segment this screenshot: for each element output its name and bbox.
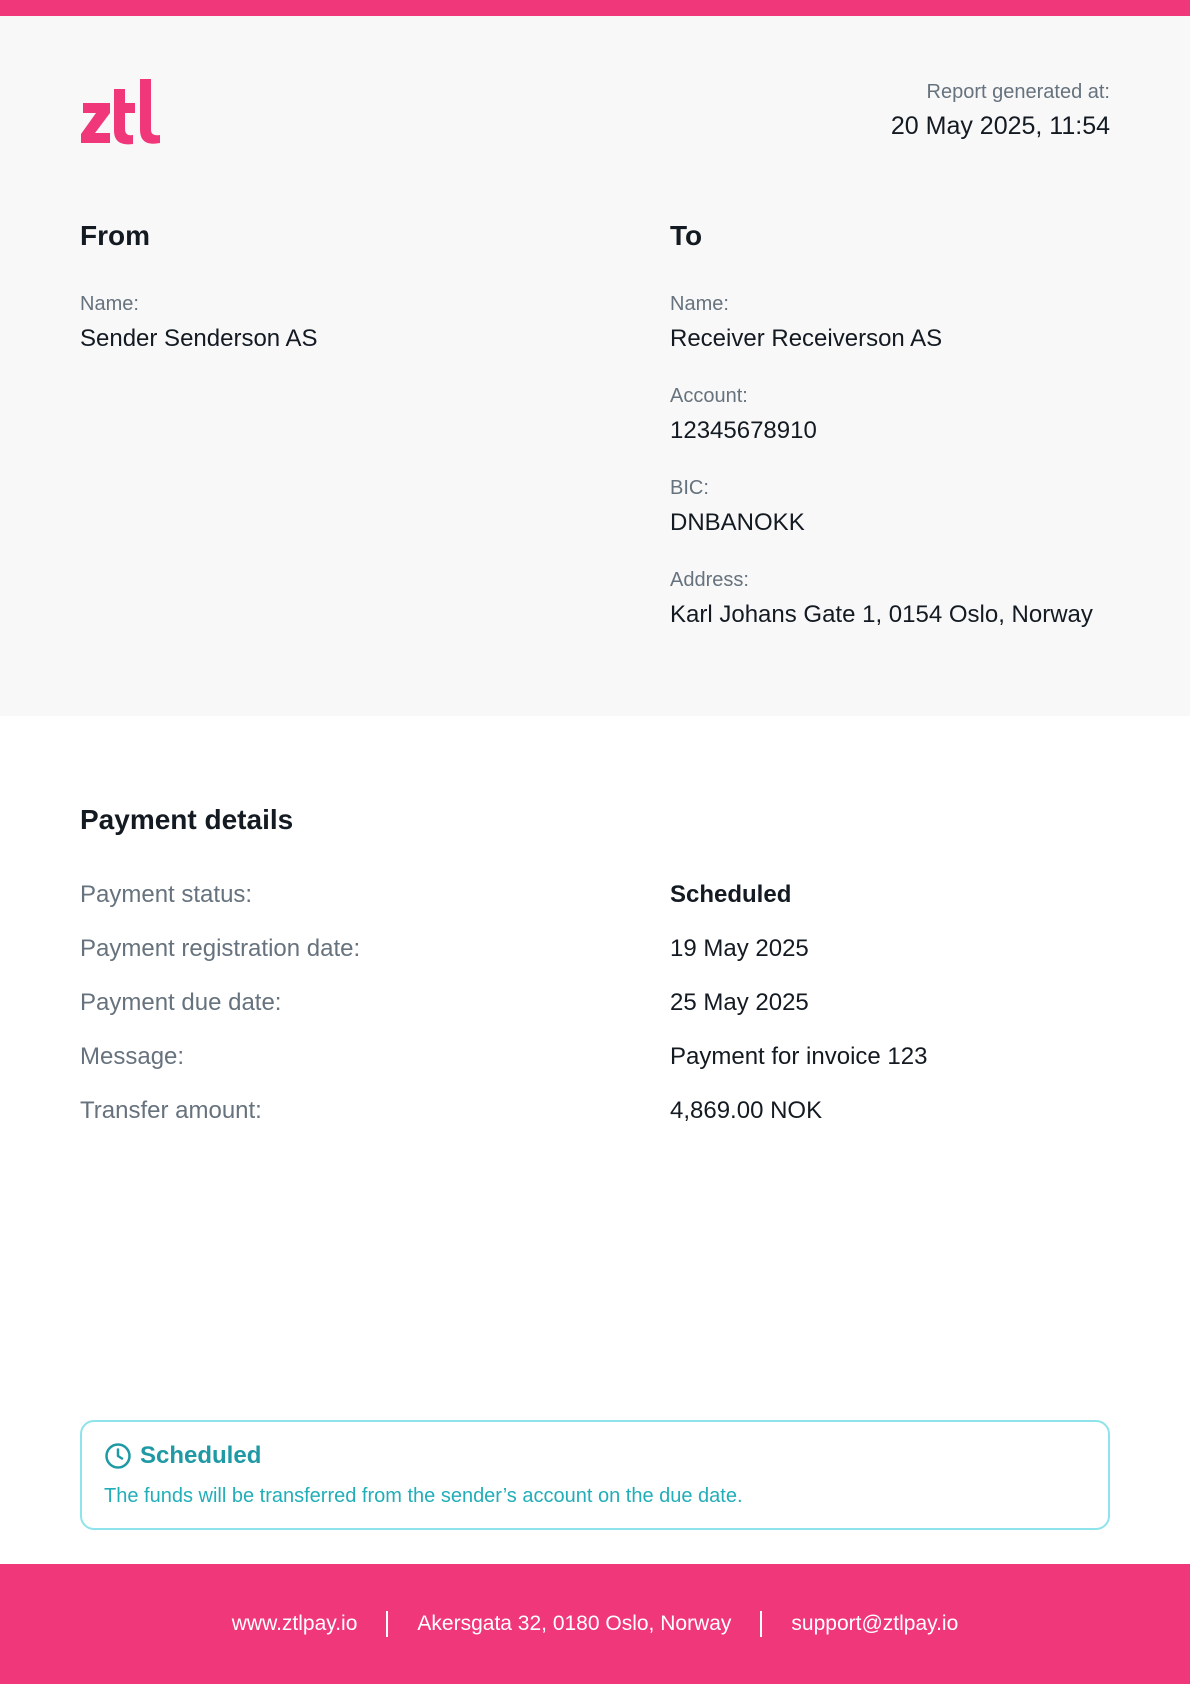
to-name-value: Receiver Receiverson AS bbox=[670, 325, 943, 352]
generated-label: Report generated at: bbox=[926, 81, 1110, 103]
ztl-logo bbox=[80, 78, 166, 158]
footer-address: Akersgata 32, 0180 Oslo, Norway bbox=[417, 1612, 732, 1635]
message-row bbox=[80, 1040, 1110, 1094]
message-label: Message: bbox=[80, 1043, 185, 1070]
report-generated bbox=[891, 78, 1110, 144]
generated-value: 20 May 2025, 11:54 bbox=[890, 112, 1110, 140]
registration-date-value: 19 May 2025 bbox=[670, 935, 809, 962]
to-account-value: 12345678910 bbox=[670, 417, 817, 444]
to-bic-value: DNBANOKK bbox=[670, 509, 805, 536]
from-name-label: Name: bbox=[80, 293, 139, 315]
registration-date-row bbox=[80, 932, 1110, 986]
from-party bbox=[80, 216, 540, 382]
footer-divider bbox=[760, 1611, 762, 1637]
footer bbox=[0, 1564, 1190, 1684]
clock-icon bbox=[104, 1442, 132, 1470]
to-name-label: Name: bbox=[670, 293, 729, 315]
to-address-field bbox=[670, 566, 1130, 632]
from-name-value: Sender Senderson AS bbox=[80, 325, 318, 352]
transfer-amount-value: 4,869.00 NOK bbox=[670, 1097, 823, 1124]
transfer-amount-label: Transfer amount: bbox=[80, 1097, 262, 1124]
due-date-row bbox=[80, 986, 1110, 1040]
to-name-field bbox=[670, 290, 1130, 356]
from-title: From bbox=[80, 220, 150, 251]
notice-text: The funds will be transferred from the sender’s account on the due date. bbox=[104, 1485, 743, 1507]
message-value: Payment for invoice 123 bbox=[670, 1043, 928, 1070]
to-address-value: Karl Johans Gate 1, 0154 Oslo, Norway bbox=[670, 601, 1093, 628]
to-account-field bbox=[670, 382, 1130, 448]
to-bic-field bbox=[670, 474, 1130, 540]
footer-email-link[interactable]: support@ztlpay.io bbox=[791, 1612, 959, 1635]
notice-header bbox=[104, 1438, 1086, 1474]
payment-status-row bbox=[80, 878, 1110, 932]
footer-divider bbox=[386, 1611, 388, 1637]
registration-date-label: Payment registration date: bbox=[80, 935, 361, 962]
to-party bbox=[670, 216, 1130, 658]
to-title: To bbox=[670, 220, 703, 251]
payment-status-label: Payment status: bbox=[80, 881, 253, 908]
notice-title: Scheduled bbox=[140, 1442, 262, 1469]
payment-details bbox=[80, 800, 1110, 1148]
top-accent-bar bbox=[0, 0, 1190, 16]
from-name-field bbox=[80, 290, 540, 356]
payment-status-value: Scheduled bbox=[670, 881, 792, 908]
due-date-value: 25 May 2025 bbox=[670, 989, 809, 1016]
parties-section bbox=[0, 16, 1190, 716]
to-account-label: Account: bbox=[670, 385, 748, 407]
payment-details-title: Payment details bbox=[80, 804, 294, 835]
transfer-amount-row bbox=[80, 1094, 1110, 1148]
footer-website-link[interactable]: www.ztlpay.io bbox=[231, 1612, 358, 1635]
to-address-label: Address: bbox=[670, 569, 749, 591]
scheduled-notice bbox=[80, 1420, 1110, 1530]
due-date-label: Payment due date: bbox=[80, 989, 282, 1016]
to-bic-label: BIC: bbox=[670, 477, 709, 499]
